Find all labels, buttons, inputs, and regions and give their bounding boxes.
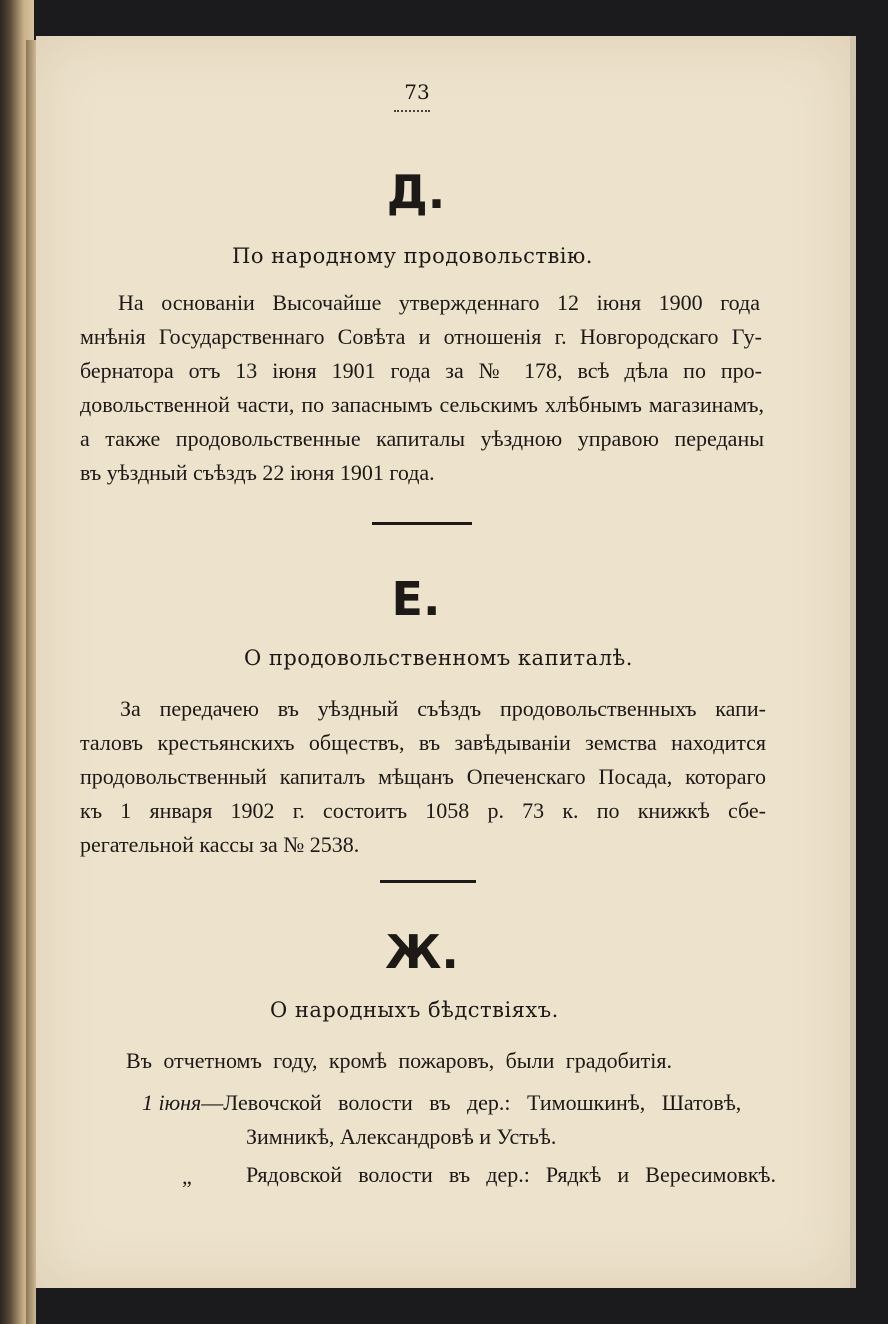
page-gutter — [26, 40, 36, 1324]
paragraph-line: продовольственный капиталъ мѣщанъ Опеченскаго Посада, котораго — [80, 764, 766, 789]
entry-text: Левочской волости въ дер.: Тимошкинѣ, Шатовѣ, — [223, 1090, 742, 1115]
paragraph-line: За передачею въ уѣздный съѣздъ продовольственныхъ капи- — [120, 696, 766, 721]
entry-continuation: Зимникѣ, Александровѣ и Устьѣ. — [246, 1124, 557, 1149]
page-edge — [850, 36, 856, 1288]
paragraph-line: регательной кассы за № 2538. — [80, 832, 360, 857]
page-number-ornament — [394, 110, 430, 112]
entry-text: Рядовской волости въ дер.: Рядкѣ и Вересимовкѣ. — [246, 1162, 776, 1187]
page-number: 73 — [404, 80, 430, 104]
section-divider — [380, 880, 476, 883]
entry-row — [142, 1086, 741, 1120]
section-heading-zh: О народныхъ бѣдствіяхъ. — [270, 998, 559, 1022]
section-heading-e: О продовольственномъ капиталѣ. — [244, 646, 633, 670]
entry-ditto-mark: „ — [182, 1164, 192, 1189]
paragraph-line: въ уѣздный съѣздъ 22 іюня 1901 года. — [80, 460, 435, 485]
paragraph-line: а также продовольственные капиталы уѣздною управою переданы — [80, 426, 764, 451]
paragraph-line: къ 1 января 1902 г. состоитъ 1058 р. 73 к. по книжкѣ сбе- — [80, 798, 766, 823]
entry-dash: — — [201, 1090, 224, 1115]
paragraph-line: Въ отчетномъ году, кромѣ пожаровъ, были градобитія. — [126, 1048, 672, 1073]
paragraph-line: На основаніи Высочайше утвержденнаго 12 іюня 1900 года — [118, 290, 760, 315]
paragraph-line: мнѣнія Государственнаго Совѣта и отношенія г. Новгородскаго Гу- — [80, 324, 762, 349]
section-letter-d: Д. — [386, 165, 446, 219]
entry-date: 1 іюня — [142, 1090, 202, 1115]
section-divider — [372, 522, 472, 525]
section-letter-e: Е. — [391, 572, 441, 626]
section-letter-zh: Ж. — [385, 925, 459, 979]
paragraph-line: таловъ крестьянскихъ обществъ, въ завѣдываніи земства находится — [80, 730, 766, 755]
paragraph-line: бернатора отъ 13 іюня 1901 года за № 178, всѣ дѣла по про- — [80, 358, 762, 383]
paragraph-line: довольственной части, по запаснымъ сельскимъ хлѣбнымъ магазинамъ, — [80, 392, 764, 417]
section-heading-d: По народному продовольствію. — [232, 244, 593, 268]
